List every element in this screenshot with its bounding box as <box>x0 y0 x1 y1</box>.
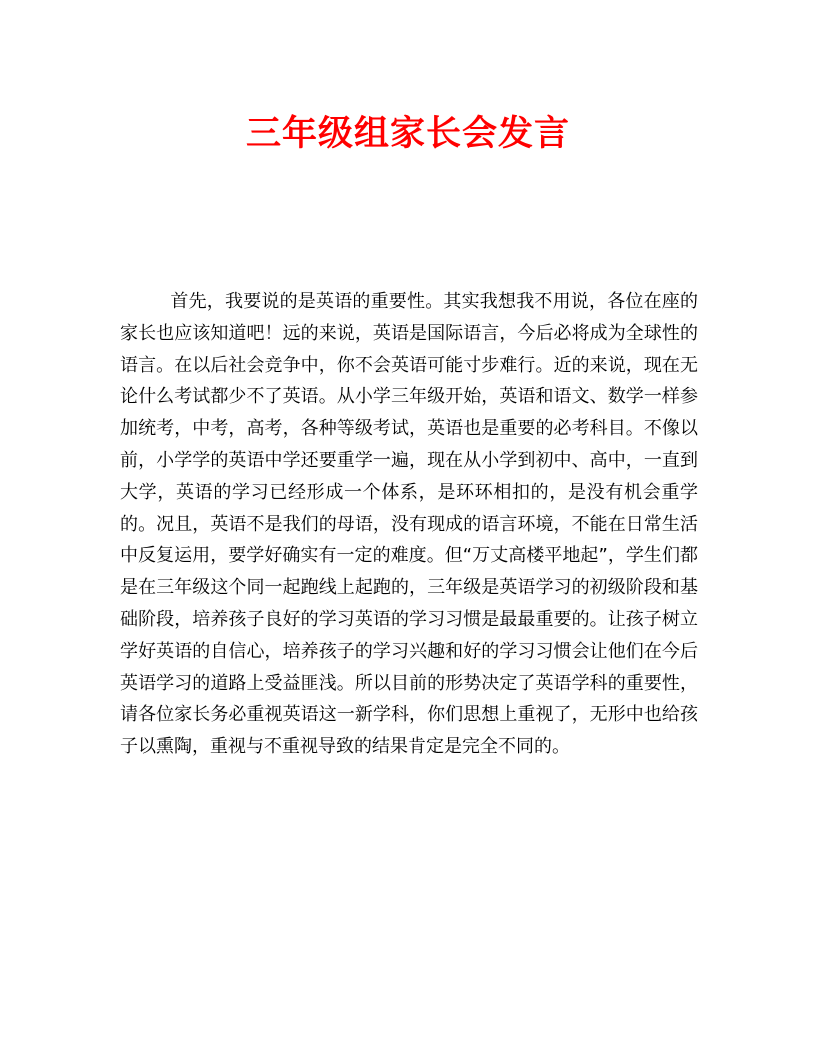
body-paragraph: 首先，我要说的是英语的重要性。其实我想我不用说，各位在座的家长也应该知道吧！远的来说，英语是国际语言，今后必将成为全球性的语言。在以后社会竞争中，你不会英语可能寸步难行。近的来说，现在无论什么考试都少不了英语。从小学三年级开始，英语和语文、数学一样参加统考，中考，高考，各种等级考试，英语也是重要的必考科目。不像以前，小学学的英语中学还要重学一遍，现在从小学到初中、高中，一直到大学，英语的学习已经形成一个体系，是环环相扣的，是没有机会重学的。况且，英语不是我们的母语，没有现成的语言环境，不能在日常生活中反复运用，要学好确实有一定的难度。但“万丈高楼平地起”，学生们都是在三年级这个同一起跑线上起跑的，三年级是英语学习的初级阶段和基础阶段，培养孩子良好的学习英语的学习习惯是最最重要的。让孩子树立学好英语的自信心，培养孩子的学习兴趣和好的学习习惯会让他们在今后英语学习的道路上受益匪浅。所以目前的形势决定了英语学科的重要性，请各位家长务必重视英语这一新学科，你们思想上重视了，无形中也给孩子以熏陶，重视与不重视导致的结果肯定是完全不同的。 <box>120 291 698 758</box>
document-title: 三年级组家长会发言 <box>245 113 570 154</box>
